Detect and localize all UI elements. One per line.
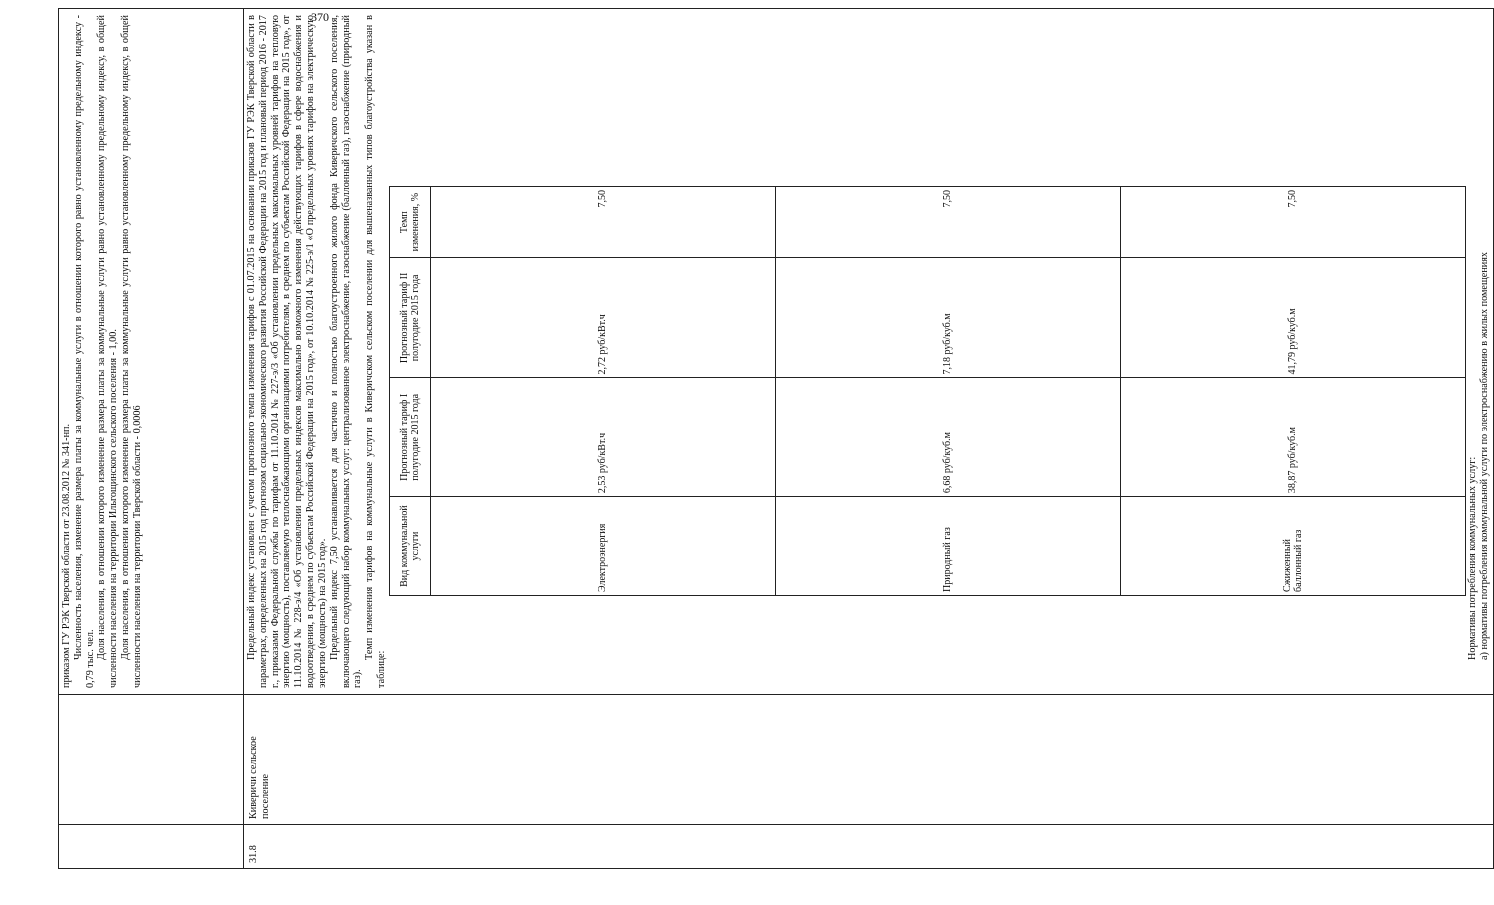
tariff-h1-cell: 38,87 руб/куб.м [1120, 378, 1465, 497]
paragraph: а) нормативы потребления коммунальной услуги по электроснабжению в жилых помещениях [1478, 251, 1490, 660]
settlement-name-cell: Киверичи сельское поселение [244, 695, 1494, 825]
page-number: 370 [311, 10, 329, 24]
tariff-header-cell: Вид коммунальной услуги [389, 497, 430, 596]
document-table [58, 8, 1494, 869]
service-cell: Сжиженный баллонный газ [1120, 497, 1465, 596]
paragraph: Предельный индекс 7,50 устанавливается для частично и полностью благоустроенного жилого фонда Киверичского сельского поселения, включающего следующий набор коммунальных услуг: централизованное электроснабжение, газоснабжение (баллонный газ), газоснабжение (природный газ). [328, 15, 364, 688]
tariff-h2-cell: 2,72 руб/кВт.ч [430, 258, 775, 378]
change-rate-cell: 7,50 [775, 187, 1120, 258]
paragraph: Доля населения, в отношении которого изменение размера платы за коммунальные услуги равно установленному предельному индексу, в общей численности населения на территории Тверской области - 0,0006 [120, 15, 143, 688]
tariff-h2-cell: 7,18 руб/куб.м [775, 258, 1120, 378]
row-number-cell [59, 825, 244, 869]
paragraph: Нормативы потребления коммунальных услуг: [1466, 456, 1478, 660]
change-rate-cell: 7,50 [430, 187, 775, 258]
change-rate-cell: 7,50 [1120, 187, 1465, 258]
service-cell: Природный газ [775, 497, 1120, 596]
description-cell [244, 9, 1494, 695]
tariff-header-cell: Темп изменения, % [389, 187, 430, 258]
service-cell: Электроэнергия [430, 497, 775, 596]
tariff-h2-cell: 41,79 руб/куб.м [1120, 258, 1465, 378]
paragraph: Доля населения, в отношении которого изменение размера платы за коммунальные услуги равно установленному предельному индексу, в общей численности населения на территории Ильгощинского сельского поселения - 1,00. [96, 15, 120, 688]
settlement-name-cell [59, 695, 244, 825]
table-row [244, 9, 1494, 869]
paragraph: Темп изменения тарифов на коммунальные услуги в Киверичском сельском поселении для вышеназванных типов благоустройства указан в таблице: [364, 15, 388, 688]
paragraph: приказом ГУ РЭК Тверской области от 23.08.2012 № 341-нп. [61, 423, 72, 688]
paragraph: Численность населения, изменение размера платы за коммунальные услуги в отношении которого равно установленному предельному индексу - 0,79 тыс. чел. [72, 15, 96, 688]
description-cell [59, 9, 244, 695]
tariff-table [389, 186, 1466, 596]
table-row [59, 9, 244, 869]
row-number-cell: 31.8 [244, 825, 1494, 869]
tariff-h1-cell: 6,68 руб/куб.м [775, 378, 1120, 497]
tariff-header-cell: Прогнозный тариф II полугодие 2015 года [389, 258, 430, 378]
tariff-header-row [389, 187, 430, 596]
tariff-row [1120, 187, 1465, 596]
tariff-h1-cell: 2,53 руб/кВт.ч [430, 378, 775, 497]
tariff-row [430, 187, 775, 596]
paragraph: Предельный индекс установлен с учетом прогнозного темпа изменения тарифов с 01.07.2015 на основании приказов ГУ РЭК Тверской области в параметрах, определенных на 2015 год прогнозом социально-экономического развития Российской Федерации на 2015 год и плановый период 2016 - 2017 г., приказами Федеральной службы по тарифам от 11.10.2014 № 227-э/3 «Об установлении предельных максимальных уровней тарифов на тепловую энергию (мощность), поставляемую теплоснабжающими организациями потребителям, в среднем по субъектам Российской Федерации на 2015 год», от 11.10.2014 № 228-э/4 «Об установлении предельных индексов максимально возможного изменения действующих тарифов в сфере водоснабжения и водоотведения, в среднем по субъектам Российской Федерации на 2015 год», от 10.10.2014 № 225-э/1 «О предельных уровнях тарифов на электрическую энергию (мощность) на 2015 год». [246, 15, 328, 688]
tariff-row [775, 187, 1120, 596]
tariff-header-cell: Прогнозный тариф I полугодие 2015 года [389, 378, 430, 497]
